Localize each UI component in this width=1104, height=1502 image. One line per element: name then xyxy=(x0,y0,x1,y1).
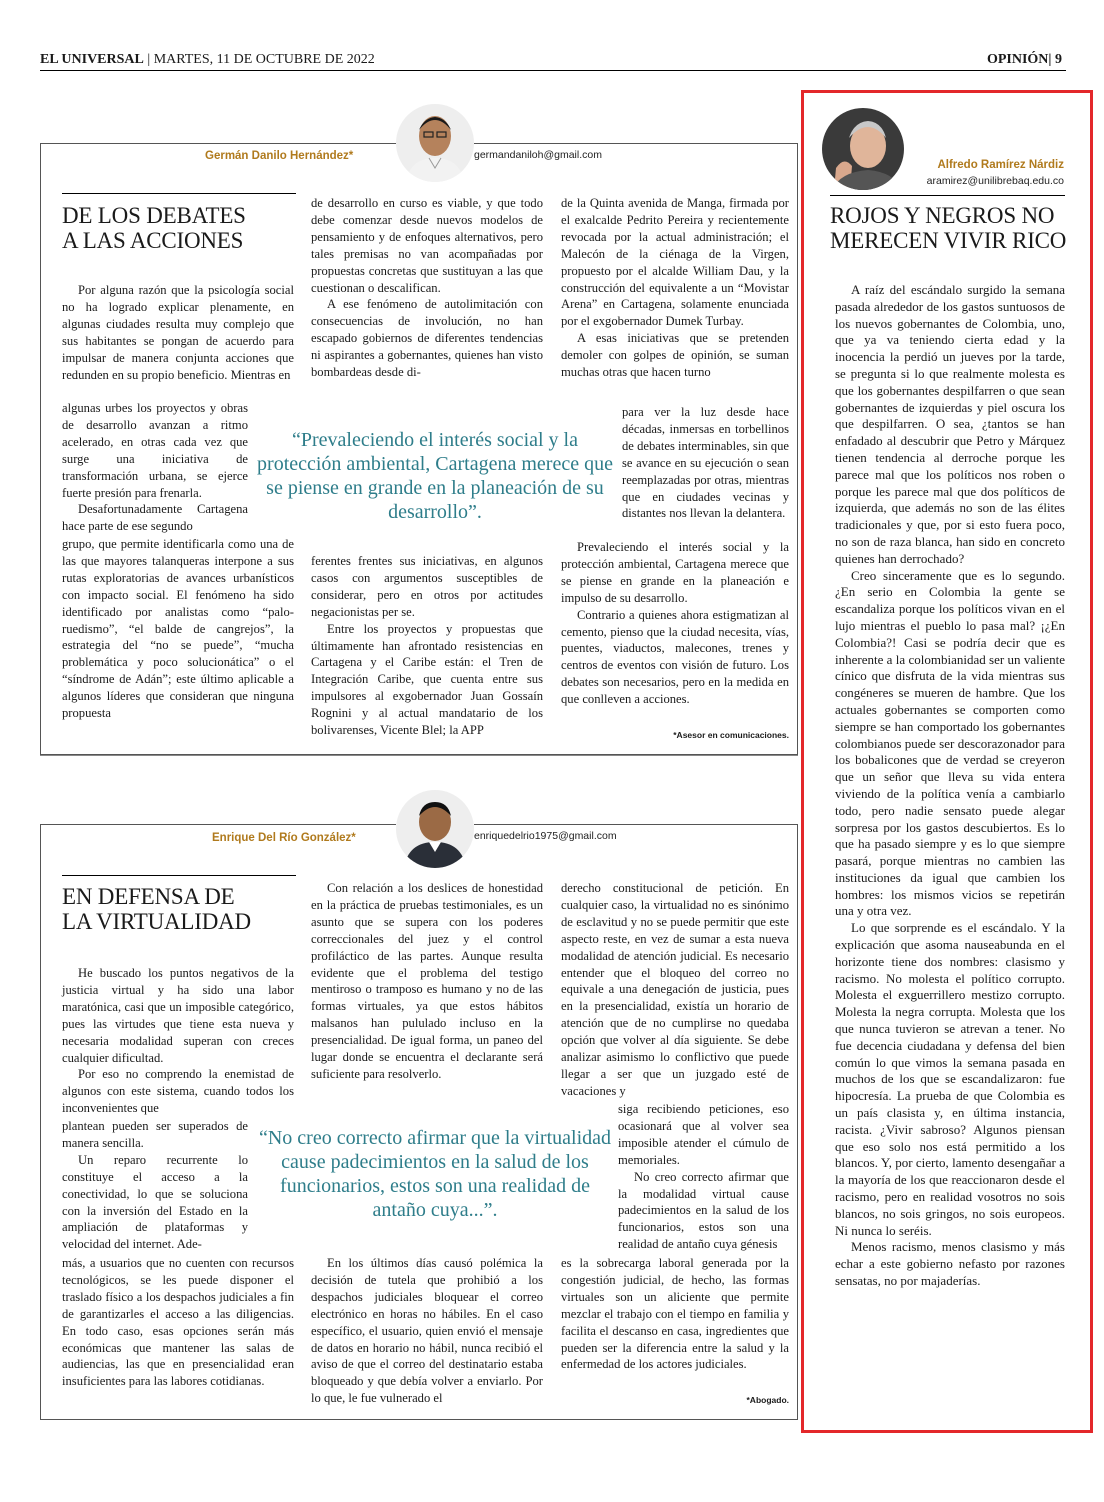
pull-quote-1: “Prevaleciendo el interés social y la protección ambiental, Cartagena merece que se piense en grande en la planeación de su desarrollo”. xyxy=(257,429,613,523)
article-1-bottom-rule xyxy=(40,755,798,756)
paragraph: plantean pueden ser superados de manera sencilla. xyxy=(62,1119,248,1150)
section-name: OPINIÓN xyxy=(986,52,1049,67)
paragraph: En los últimos días causó polémica la decisión de tutela que prohibió a los despachos judiciales bloquear el correo electrónico en horas no hábiles. En el caso específico, el usuario, quien envió el mensaje de datos en horario no hábil, nunca recibió el aviso de que el correo del destinatario estaba bloqueado y que debía volver a enviarlo. Por lo que, le fue vulnerado el xyxy=(311,1256,543,1406)
paragraph: grupo, que permite identificarla como una de las que mayores talanqueras interpone a sus rutas exploratorias de avances urbanísticos con impacto social. El fenómeno ha sido identificado por analistas como “palo-ruedismo”, “el balde de cangrejos”, la estrategia del “no se puede”, “mucha problemática y poco solucionática” o el “síndrome de Adán”; este último aplicable a algunos líderes que consideran que ninguna propuesta xyxy=(62,537,294,721)
paragraph: No creo correcto afirmar que la modalidad virtual cause padecimientos en la salud de los funcionarios, estos son una realidad de antaño cuya génesis xyxy=(618,1169,789,1252)
page-number: 9 xyxy=(1055,52,1062,67)
paragraph: Lo que sorprende es el escándalo. Y la explicación que asoma nauseabunda en el horizonte tiene dos nombres: clasismo y racismo. No molesta el político corrupto. Molesta el exguerrillero mestizo corrupto. Molesta la negra corrupta. Molesta que los que nunca tuvieron se atrevan a tener. No fue decencia ciudadana y defensa del bien común lo que vimos la semana pasada en muchos de los que se escandalizaron: fue hipocresía. La prueba de que Colombia es un país clasista y, en última instancia, racista. ¿Vivir sabroso? Algunos piensan que eso solo nos está permitido a los blancos. Y, por cierto, lamento desengañar a la mayoría de los que reaccionaron desde el racismo, pero en realidad vosotros no sois blancos, no sois gringos, no sois europeos. Ni nunca lo seréis. xyxy=(835,920,1065,1238)
paragraph: Un reparo recurrente lo constituye el acceso a la conectividad, lo que se soluciona con la inversión del Estado en la ampliación de plataformas y velocidad del internet. Ade- xyxy=(62,1152,248,1252)
article-1-col-3a xyxy=(561,195,789,381)
article-2-col-3a xyxy=(561,880,789,1100)
article-2-col-1c xyxy=(62,1255,294,1390)
article-3-body xyxy=(835,282,1065,1290)
masthead: EL UNIVERSAL | MARTES, 11 DE OCTUBRE DE 2022 xyxy=(40,52,375,67)
author-name-3: Alfredo Ramírez Nárdiz xyxy=(937,159,1064,171)
author-email-1[interactable]: germandaniloh@gmail.com xyxy=(474,149,602,161)
paragraph: de desarrollo en curso es viable, y que todo debe comenzar desde nuevos modelos de pensamiento y de enfoques alternativos, pero tales premisas no van acompañadas por propuestas concretas que sustituyan a las que cuestionan o descalifican. xyxy=(311,196,543,295)
paragraph: Creo sinceramente que es lo segundo. ¿En serio en Colombia la gente se escandaliza porque los políticos vivan en el lujo mientras el pueblo lo pasa mal? ¡¿En Colombia?! Casi se podría decir que es inherente a la colombianidad ser un valiente cínico que disfruta de la vida mientras sus congéneres se mueren de hambre. Que los actuales gobernantes se comporten como siempre se han comportado los gobernantes colombianos puede ser descorazonador para los bobalicones que de verdad se creyeron que un señor que lleva su vida entera viviendo de la política venía a cambiarlo todo, pero nadie sensato puede alegar sorpresa por los gastos descubiertos. Es lo que ha pasado siempre y es lo que siempre pasará, porque mientras no cambien las instituciones da igual que cambien los hombres: los mismos vicios se repetirán una y otra vez. xyxy=(835,567,1065,919)
author-photo-1-frame xyxy=(396,104,474,182)
author-name-1: Germán Danilo Hernández* xyxy=(205,150,354,162)
article-2-col-1a xyxy=(62,965,294,1117)
article-1-col-2a xyxy=(311,195,543,381)
author-email-3[interactable]: aramirez@unilibrebaq.edu.co xyxy=(926,175,1064,187)
author-note-2: *Abogado. xyxy=(746,1395,789,1405)
headline-1 xyxy=(62,203,302,253)
article-2-col-3c xyxy=(561,1255,789,1373)
article-1-col-3b xyxy=(622,404,789,522)
author-email-2[interactable]: enriquedelrio1975@gmail.com xyxy=(474,830,617,842)
newspaper-name: EL UNIVERSAL xyxy=(40,52,144,67)
headline-3 xyxy=(830,203,1080,253)
issue-date: MARTES, 11 DE OCTUBRE DE 2022 xyxy=(153,52,375,67)
headline-3-line1: ROJOS Y NEGROS NO xyxy=(830,203,1055,228)
title-rule-2 xyxy=(62,875,296,876)
author-name-2: Enrique Del Río González* xyxy=(212,832,356,844)
paragraph: A esas iniciativas que se pretenden demoler con golpes de opinión, se suman muchas otras que hacen turno xyxy=(561,331,789,380)
article-1-col-1a xyxy=(62,282,294,383)
headline-1-line2: A LAS ACCIONES xyxy=(62,228,244,253)
article-2-col-3b xyxy=(618,1101,789,1253)
paragraph: es la sobrecarga laboral generada por la congestión judicial, de hecho, las formas virtuales son un aliciente que permite mezclar el trabajo con el tiempo en familia y facilita el descanso en casa, ingredientes que pueden ser la diferencia entre la salud y la enfermedad de los actores judiciales. xyxy=(561,1256,789,1372)
paragraph: He buscado los puntos negativos de la justicia virtual y ha sido una labor maratónica, casi que un imposible categórico, pues las virtudes que tiene esta nueva y necesaria modalidad superan con creces cualquier dificultad. xyxy=(62,966,294,1065)
header-rule xyxy=(40,70,1066,71)
headline-3-line2: MERECEN VIVIR RICO xyxy=(830,228,1067,253)
paragraph: Prevaleciendo el interés social y la protección ambiental, Cartagena merece que se piense en grande en la planeación e impulso de su desarrollo. xyxy=(561,540,789,605)
paragraph: Con relación a los deslices de honestidad en la práctica de pruebas testimoniales, es un asunto que se supera con los poderes correccionales del juez y el control profiláctico de las partes. Aunque resulta evidente que el problema del testigo mentiroso o tramposo es humano y no de las formas virtuales, ya que estos hábitos malsanos han pululado incluso en la presencialidad. De igual forma, un paneo del lugar donde se encuentra el declarante será suficiente para resolverlo. xyxy=(311,881,543,1081)
article-2-col-2a xyxy=(311,880,543,1083)
title-rule-1 xyxy=(62,193,296,194)
paragraph: derecho constitucional de petición. En cualquier caso, la virtualidad no es sinónimo de esclavitud y no se puede permitir que este aspecto reste, en vez de sumar a esta nueva modalidad de atención judicial. Es necesario entender que el bloqueo del correo no equivale a una denegación de justicia, pues en la presencialidad, existía un horario de atención que de no cumplirse no quedaba opción que volver al día siguiente. Se debe analizar asimismo lo conflictivo que puede llegar a ser que un juzgado esté de vacaciones y xyxy=(561,881,789,1098)
article-2-col-1b xyxy=(62,1118,248,1253)
paragraph: ferentes frentes sus iniciativas, en algunos casos con argumentos susceptibles de considerar, pero en otros por actitudes negacionistas per se. xyxy=(311,554,543,619)
author-photo-3 xyxy=(822,108,904,190)
article-1-col-1b xyxy=(62,400,248,535)
author-note-1: *Asesor en comunicaciones. xyxy=(673,730,789,740)
paragraph: Entre los proyectos y propuestas que últimamente han afrontado resistencias en Cartagena y el Caribe están: el Tren de Integración Caribe, que cuenta entre sus impulsores al exgobernador Juan Gossaín Rognini y al actual mandatario de los bolivarenses, Vicente Blel; la APP xyxy=(311,621,543,738)
paragraph: A ese fenómeno de autolimitación con consecuencias de involución, no han escapado gobiernos de diferentes tendencias ni aspirantes a gobernantes, quienes han visto bombardeas desde di- xyxy=(311,297,543,380)
paragraph: A raíz del escándalo surgido la semana pasada alrededor de los gastos suntuosos de los nuevos gobernantes de Colombia, uno, que ya va teniendo cierta edad y la inocencia la perdió un jueves por la tarde, se pregunta si lo que realmente molesta es que los gobernantes despilfarren o que sean gobernantes de izquierdas y piel oscura los que despilfarren. O sea, ¿tantos se han enfadado al descubrir que Petro y Márquez tienen tendencia al derroche porque les parece mal que los políticos nos roben o porque les parece mal que dos políticos de izquierda, que además no son de las élites tradicionales y que, por si esto fuera poco, no son de raza blanca, han sido en concreto quienes han derrochado? xyxy=(835,282,1065,566)
paragraph: algunas urbes los proyectos y obras de desarrollo avanzan a ritmo acelerado, en otras cada vez que surge una iniciativa de transformación urbana, se ejerce fuerte presión para frenarla. xyxy=(62,401,248,500)
title-rule-3 xyxy=(830,195,1065,196)
pull-quote-2: “No creo correcto afirmar que la virtualidad cause padecimientos en la salud de los funcionarios, estos son una realidad de antaño cuya...”. xyxy=(258,1127,612,1221)
paragraph: más, a usuarios que no cuenten con recursos tecnológicos, se les puede disponer el traslado físico a los despachos judiciales a fin de garantizarles el acceso a las diligencias. En todo caso, esas opciones serán más económicas que mantener las salas de audiencias, las que en presencialidad eran insuficientes para las labores cotidianas. xyxy=(62,1256,294,1389)
author-photo-2-frame xyxy=(396,790,474,868)
paragraph: de la Quinta avenida de Manga, firmada por el exalcalde Pedrito Pereira y recientemente revocada por la actual administración; el Malecón de la ciénaga de la Virgen, propuesto por el alcalde William Dau, y la construcción del equivalente a un “Movistar Arena” en Cartagena, solamente enunciada por el exgobernador Dumek Turbay. xyxy=(561,196,789,329)
author-photo-2 xyxy=(396,790,474,868)
headline-2-line1: EN DEFENSA DE xyxy=(62,884,235,909)
article-1-col-1c xyxy=(62,536,294,722)
paragraph: para ver la luz desde hace décadas, inmersas en torbellinos de debates interminables, sin que se avance en su ejecución o sean reemplazadas por otras, mientras que en ciudades vecinas y distantes nos llevan la delantera. xyxy=(622,405,789,521)
paragraph: Por alguna razón que la psicología social no ha logrado explicar plenamente, en algunas ciudades resulta muy complejo que sus habitantes se pongan de acuerdo para impulsar de manera conjunta acciones que redunden en su propio beneficio. Mientras en xyxy=(62,283,294,382)
article-2-col-2b xyxy=(311,1255,543,1407)
paragraph: Por eso no comprendo la enemistad de algunos con este sistema, cuando todos los inconvenientes que xyxy=(62,1067,294,1116)
headline-2-line2: LA VIRTUALIDAD xyxy=(62,909,251,934)
paragraph: Contrario a quienes ahora estigmatizan al cemento, pienso que la ciudad necesita, vías, puentes, viaductos, malecones, trenes y centros de eventos con visión de futuro. Los debates son necesarios, pero en la medida en que conlleven a acciones. xyxy=(561,607,789,707)
article-1-col-2b xyxy=(311,553,543,739)
paragraph: Menos racismo, menos clasismo y más echar a este gobierno nefasto por razones sensatas, no por majaderías. xyxy=(835,1239,1065,1289)
author-photo-1 xyxy=(396,104,474,182)
headline-2 xyxy=(62,884,302,934)
paragraph: Desafortunadamente Cartagena hace parte de ese segundo xyxy=(62,502,248,534)
headline-1-line1: DE LOS DEBATES xyxy=(62,203,246,228)
section-label: OPINIÓN| 9 xyxy=(986,52,1062,67)
author-photo-3-frame xyxy=(822,108,904,190)
paragraph: siga recibiendo peticiones, eso ocasionará que al volver sea imposible atender el cúmulo de memoriales. xyxy=(618,1102,789,1167)
article-1-col-3c xyxy=(561,539,789,708)
